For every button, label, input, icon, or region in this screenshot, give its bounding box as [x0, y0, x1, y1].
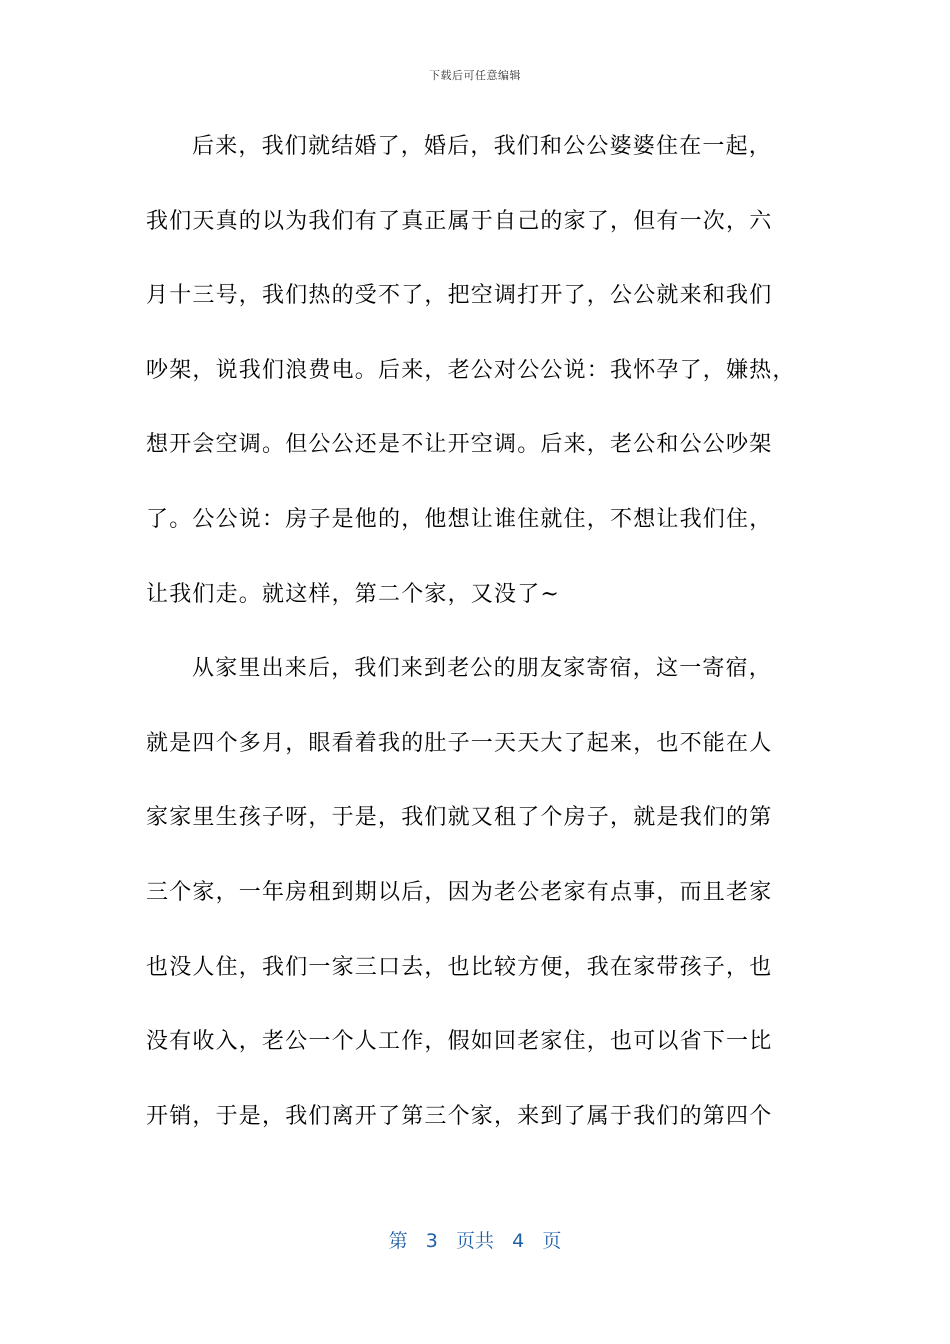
- text-line: 让我们走。就这样，第二个家，又没了~: [146, 581, 561, 607]
- text-line: 月十三号，我们热的受不了，把空调打开了，公公就来和我们: [146, 283, 773, 309]
- text-line: 后来，我们就结婚了，婚后，我们和公公婆婆住在一起，: [192, 134, 773, 159]
- text-line: 我们天真的以为我们有了真正属于自己的家了，但有一次，六: [146, 208, 773, 234]
- text-line: 就是四个多月，眼看着我的肚子一天天大了起来，也不能在人: [146, 730, 773, 756]
- text-line: 吵架，说我们浪费电。后来，老公对公公说：我怀孕了，嫌热，: [146, 357, 796, 383]
- page-number-footer: [0, 1226, 950, 1253]
- text-line: 没有收入，老公一个人工作，假如回老家住，也可以省下一比: [146, 1029, 773, 1055]
- current-page-number: 3: [425, 1230, 438, 1252]
- header-note: 下载后可任意编辑: [429, 69, 521, 82]
- text-line: 家家里生孩子呀，于是，我们就又租了个房子，就是我们的第: [146, 805, 773, 831]
- text-line: 想开会空调。但公公还是不让开空调。后来，老公和公公吵架: [146, 432, 773, 458]
- page-label-suffix: 页: [542, 1230, 562, 1252]
- text-line: 从家里出来后，我们来到老公的朋友家寄宿，这一寄宿，: [192, 656, 773, 682]
- text-line: 三个家，一年房租到期以后，因为老公老家有点事，而且老家: [146, 879, 773, 905]
- text-line: 也没人住，我们一家三口去，也比较方便，我在家带孩子，也: [146, 954, 773, 980]
- page-label-middle: 页共: [455, 1230, 494, 1252]
- total-pages-number: 4: [512, 1230, 525, 1252]
- document-body: [146, 127, 810, 1171]
- text-line: 开销，于是，我们离开了第三个家，来到了属于我们的第四个: [146, 1103, 773, 1129]
- text-line: 了。公公说：房子是他的，他想让谁住就住，不想让我们住，: [146, 506, 773, 532]
- page-label-prefix: 第: [388, 1230, 408, 1252]
